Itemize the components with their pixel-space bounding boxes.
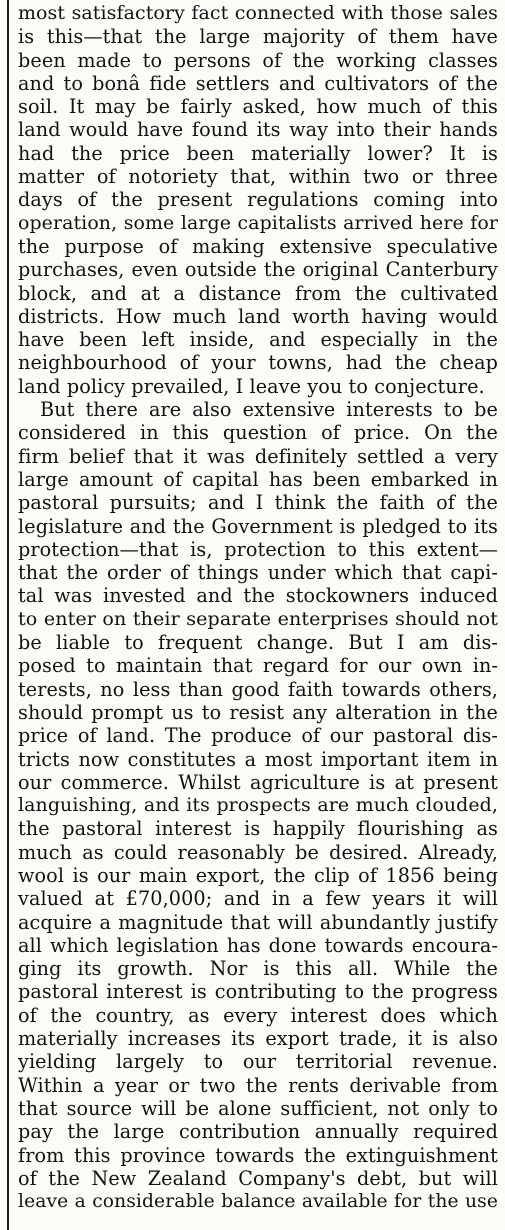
text-line: acquire a magnitude that will abundantly justify [18, 910, 498, 934]
text-line: to enter on their separate enterprises should not [18, 607, 498, 630]
text-line: of the New Zealand Company's debt, but will [18, 1166, 498, 1190]
text-line: terests, no less than good faith towards others, [18, 677, 498, 701]
text-line: But there are also extensive interests to be [40, 398, 498, 422]
text-line: land would have found its way into their hands [18, 118, 498, 142]
text-line: the purpose of making extensive speculative [18, 234, 498, 258]
text-line: much as could reasonably be desired. Already, [18, 840, 498, 864]
text-line: Within a year or two the rents derivable from [18, 1073, 498, 1097]
text-line: large amount of capital has been embarked in [18, 467, 498, 491]
text-line: matter of notoriety that, within two or three [18, 165, 498, 189]
text-line: tricts now constitutes a most important item in [18, 747, 498, 771]
text-line: operation, some large capitalists arrived here for [18, 211, 498, 234]
text-line: our commerce. Whilst agriculture is at present [18, 770, 498, 794]
text-line: the pastoral interest is happily flourishing as [18, 817, 498, 841]
text-line: be liable to frequent change. But I am dis- [18, 631, 498, 655]
text-line: posed to maintain that regard for our own in- [18, 654, 498, 678]
paragraph [18, 398, 498, 1213]
text-line: legislature and the Government is pledged to its [18, 514, 498, 538]
text-line: most satisfactory fact connected with those sales [18, 2, 498, 24]
article-column [18, 2, 498, 1213]
paragraph [18, 2, 498, 398]
text-line: days of the present regulations coming into [18, 188, 498, 212]
text-line: leave a considerable balance available for the use [18, 1191, 498, 1213]
text-line: materially increases its export trade, it is also [18, 1027, 498, 1051]
text-line: should prompt us to resist any alteration in the [18, 700, 498, 724]
text-line: from this province towards the extinguishment [18, 1143, 498, 1167]
text-line: is this—that the large majority of them have [18, 25, 498, 49]
text-line: neighbourhood of your towns, had the cheap [18, 351, 498, 375]
text-line: been made to persons of the working classes [18, 48, 498, 72]
text-line: valued at £70,000; and in a few years it will [18, 887, 498, 911]
text-line: districts. How much land worth having would [18, 304, 498, 328]
text-line: land policy prevailed, I leave you to conjecture. [18, 374, 485, 398]
text-line: pastoral pursuits; and I think the faith of the [18, 491, 498, 515]
text-line: block, and at a distance from the cultivated [18, 281, 498, 305]
text-line: protection—that is, protection to this extent— [18, 537, 498, 561]
text-line: wool is our main export, the clip of 1856 being [18, 863, 498, 887]
text-line: had the price been materially lower? It is [18, 141, 498, 165]
text-line: price of land. The produce of our pastoral dis- [18, 724, 498, 748]
text-line: pay the large contribution annually required [18, 1120, 498, 1144]
text-line: firm belief that it was definitely settled a very [18, 444, 498, 468]
text-line: that the order of things under which that capi- [18, 561, 498, 585]
text-line: of the country, as every interest does which [18, 1003, 498, 1027]
text-line: all which legislation has done towards encoura- [18, 933, 498, 957]
text-line: purchases, even outside the original Canterbury [18, 258, 498, 282]
text-line: soil. It may be fairly asked, how much of this [18, 95, 498, 119]
column-rule [7, 0, 9, 1230]
text-line: languishing, and its prospects are much clouded, [18, 794, 498, 817]
text-line: considered in this question of price. On the [18, 421, 498, 445]
text-line: yielding largely to our territorial revenue. [18, 1050, 498, 1074]
text-line: pastoral interest is contributing to the progress [18, 980, 498, 1004]
text-line: that source will be alone sufficient, not only to [18, 1096, 498, 1120]
text-line: tal was invested and the stockowners induced [18, 584, 498, 608]
text-line: and to bonâ fide settlers and cultivators of the [18, 71, 498, 95]
text-line: have been left inside, and especially in the [18, 328, 498, 352]
text-line: ging its growth. Nor is this all. While the [18, 957, 498, 981]
